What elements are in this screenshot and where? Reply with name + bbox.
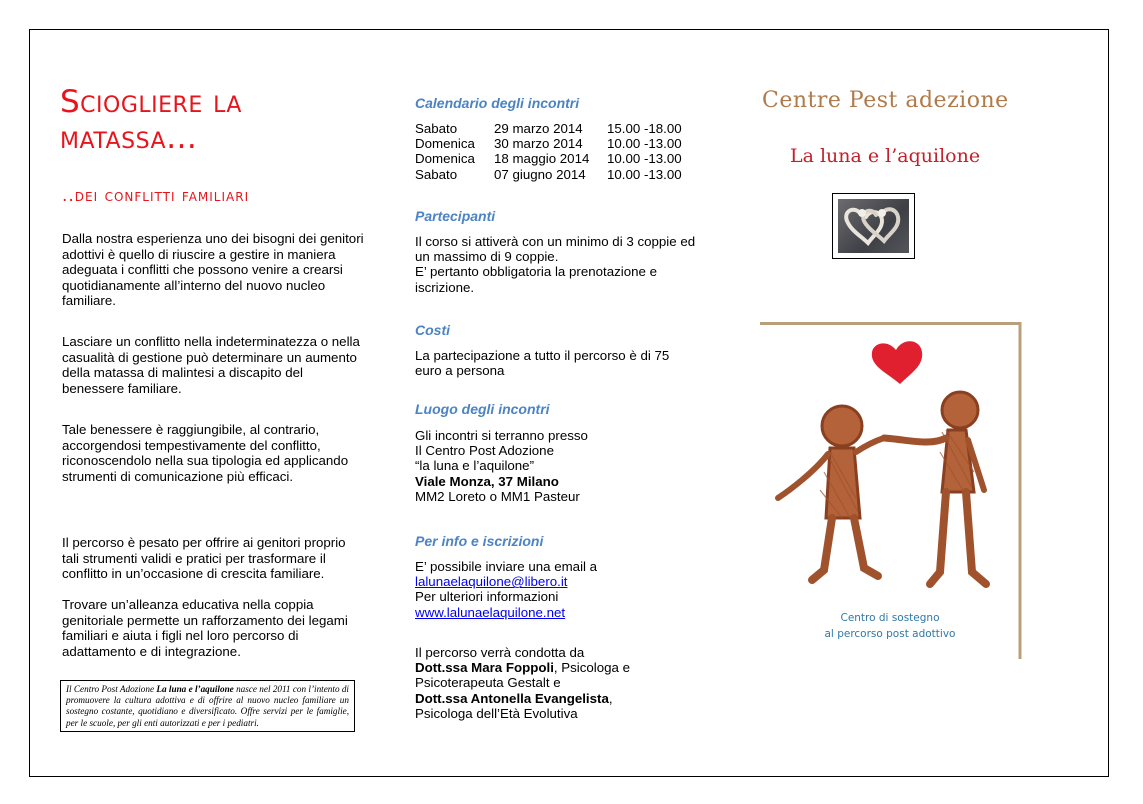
costs-text: La partecipazione a tutto il percorso è di 75 euro a persona — [415, 348, 670, 379]
note-prefix: Il Centro Post Adozione — [66, 684, 157, 694]
conflict-paragraph: Lasciare un conflitto nella indeterminatezza o nella casualità di gestione può determinare un aumento della matassa di malintesi a discapito del benessere familiare. — [62, 334, 360, 396]
person1-name: Dott.ssa Mara Foppoli — [415, 660, 554, 676]
email-link[interactable]: lalunaelaquilone@libero.it — [415, 574, 568, 590]
caption-line-1: Centro di sostegno — [840, 612, 940, 624]
calendar-table — [415, 121, 682, 182]
intertwined-hearts-icon — [838, 199, 909, 253]
calendar-day: Domenica — [415, 136, 475, 152]
participants-line-2: E’ pertanto obbligatoria la prenotazione e iscrizione. — [415, 264, 657, 295]
intro-paragraph: Dalla nostra esperienza uno dei bisogni dei genitori adottivi è quello di riuscire a gestire in maniera adeguata i conflitti che possono venire a crearsi quotidianamente all’interno del nuovo nucleo familiare. — [62, 231, 364, 308]
adult-figure — [884, 392, 986, 584]
calendar-day: Sabato — [415, 121, 458, 136]
calendar-date: 07 giugno 2014 — [494, 166, 586, 182]
place-heading: Luogo degli incontri — [415, 401, 550, 417]
info-line-1: E’ possibile inviare una email a — [415, 559, 598, 574]
center-description-box — [60, 680, 355, 732]
place-address: Viale Monza, 37 Milano — [415, 473, 559, 489]
calendar-date: 29 marzo 2014 — [494, 121, 583, 136]
calendar-day: Sabato — [415, 166, 458, 182]
calendar-time: 10.00 -13.00 — [607, 136, 682, 152]
brand-title: Centre Pest adezione — [762, 88, 1009, 113]
page-title: Sciogliere la matassa… — [60, 84, 242, 156]
participants-text — [415, 234, 705, 295]
child-figure — [778, 406, 884, 580]
participants-heading: Partecipanti — [415, 208, 496, 224]
info-line-2: Per ulteriori informazioni — [415, 589, 559, 605]
note-center-name: La luna e l’aquilone — [156, 684, 234, 694]
place-line: Gli incontri si terranno presso — [415, 428, 588, 443]
wellbeing-paragraph: Tale benessere è raggiungibile, al contrario, accorgendosi tempestivamente del conflitto, riconoscendolo nella sua tipologia ed applicando strumenti di comunicazione più efficaci. — [62, 422, 349, 484]
calendar-time: 15.00 -18.00 — [607, 121, 682, 136]
calendar-row — [415, 151, 682, 166]
calendar-row — [415, 121, 682, 136]
place-block — [415, 428, 715, 504]
hearts-photo — [832, 193, 915, 259]
note-text: nasce nel 2011 con l’intento di promuovere la cultura adottiva e di offrire al nuovo nucleo familiare un sostegno costante, quotidiano e diversificato. Offre servizi per le famiglie, per le scuole, per gli enti autorizzati e per i pediatri. — [66, 684, 349, 728]
costs-heading: Costi — [415, 322, 450, 338]
photo-background — [838, 199, 909, 253]
calendar-time: 10.00 -13.00 — [607, 166, 682, 182]
illustration-caption — [800, 610, 980, 642]
page-subtitle: ..dei conflitti familiari — [62, 186, 250, 206]
place-metro: MM2 Loreto o MM1 Pasteur — [415, 488, 580, 504]
course-paragraph: Il percorso è pesato per offrire ai genitori proprio tali strumenti validi e pratici per trasformare il conflitto in un’occasione di crescita familiare. — [62, 535, 346, 581]
place-line: Il Centro Post Adozione — [415, 443, 554, 459]
conductors-block — [415, 645, 705, 721]
person2-role: , — [608, 690, 613, 706]
calendar-row — [415, 136, 682, 151]
person2-name: Dott.ssa Antonella Evangelista — [415, 690, 609, 706]
place-line: “la luna e l’aquilone” — [415, 458, 535, 474]
family-illustration — [760, 322, 1022, 659]
caption-line-2: al percorso post adottivo — [824, 628, 956, 640]
heart-icon — [872, 341, 922, 384]
info-block — [415, 559, 715, 620]
calendar-time: 10.00 -13.00 — [607, 151, 682, 167]
person2-role-line: Psicologa dell’Età Evolutiva — [415, 705, 578, 721]
calendar-row — [415, 167, 682, 182]
calendar-heading: Calendario degli incontri — [415, 95, 580, 111]
calendar-day: Domenica — [415, 151, 475, 167]
calendar-date: 30 marzo 2014 — [494, 136, 583, 152]
person1-role: , Psicologa e Psicoterapeuta Gestalt e — [415, 660, 631, 691]
alliance-paragraph: Trovare un’alleanza educativa nella coppia genitoriale permette un rafforzamento dei legami familiari e aiuta i figli nel loro percorso di adattamento e di integrazione. — [62, 597, 348, 659]
website-link[interactable]: www.lalunaelaquilone.net — [415, 604, 566, 620]
calendar-date: 18 maggio 2014 — [494, 151, 590, 167]
brand-subtitle: La luna e l’aquilone — [790, 145, 981, 167]
participants-line-1: Il corso si attiverà con un minimo di 3 coppie ed un massimo di 9 coppie. — [415, 234, 696, 265]
conducted-intro: Il percorso verrà condotta da — [415, 645, 585, 660]
info-heading: Per info e iscrizioni — [415, 533, 544, 549]
